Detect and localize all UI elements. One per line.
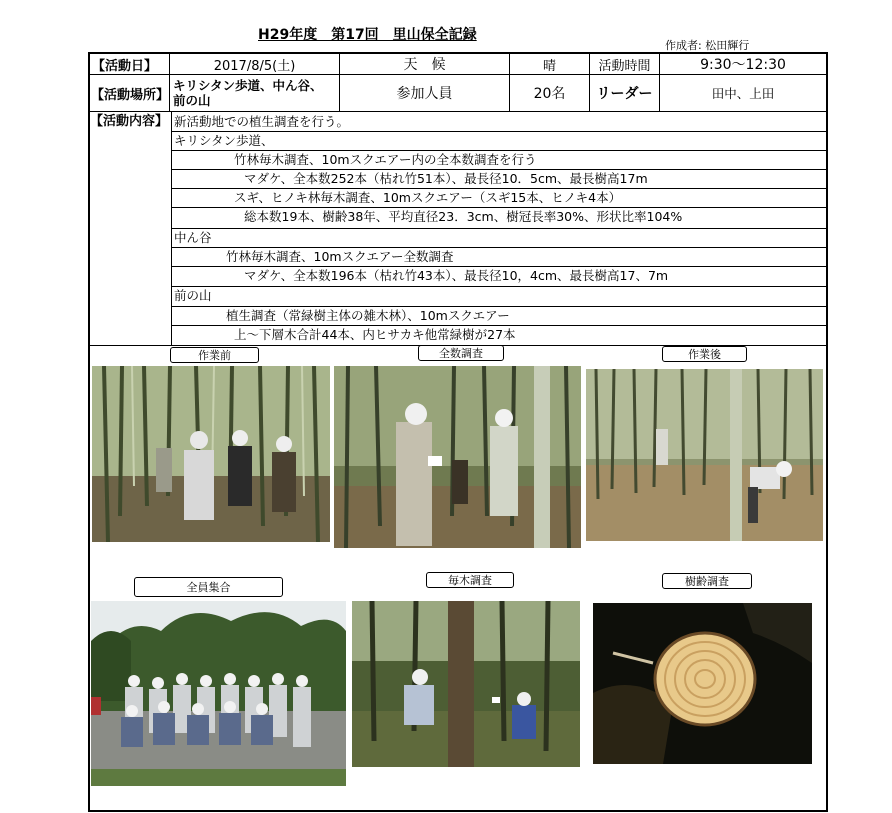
content-line: 中ん谷 bbox=[174, 230, 212, 245]
content-line: 新活動地での植生調査を行う。 bbox=[174, 114, 350, 129]
photo-after-work bbox=[586, 369, 823, 541]
page-title: H29年度 第17回 里山保全記録 bbox=[258, 27, 477, 43]
date-value: 2017/8/5(土) bbox=[170, 54, 340, 74]
weather-value: 晴 bbox=[510, 54, 590, 74]
date-label: 【活動日】 bbox=[90, 54, 170, 74]
place-value bbox=[170, 75, 340, 111]
content-line: キリシタン歩道、 bbox=[174, 133, 274, 148]
place-value-line-1: キリシタン歩道、中ん谷、 bbox=[173, 78, 323, 93]
photo-caption-tree-survey: 毎木調査 bbox=[426, 572, 514, 588]
photo-caption-full-count: 全数調査 bbox=[418, 345, 504, 361]
content-line: 上～下層木合計44本、内ヒサカキ他常緑樹が27本 bbox=[234, 327, 516, 342]
place-label: 【活動場所】 bbox=[90, 75, 170, 111]
photo-tree-age bbox=[593, 603, 812, 764]
content-line: スギ、ヒノキ林毎木調査、10mスクエアー（スギ15本、ヒノキ4本） bbox=[234, 190, 622, 205]
photo-tree-survey bbox=[352, 601, 580, 767]
content-line: 前の山 bbox=[174, 288, 212, 303]
leader-value: 田中、上田 bbox=[711, 86, 775, 101]
divider bbox=[90, 111, 826, 112]
content-line: マダケ、全本数252本（枯れ竹51本）、最長径10．5cm、最長樹高17m bbox=[244, 171, 648, 186]
photo-group bbox=[91, 601, 346, 786]
participants-label: 参加人員 bbox=[340, 75, 510, 111]
row-activity-place bbox=[90, 75, 826, 111]
content-line: 竹林毎木調査、10mスクエアー内の全本数調査を行う bbox=[234, 152, 537, 167]
time-value: 9:30～12:30 bbox=[700, 57, 786, 73]
weather-label: 天 候 bbox=[340, 54, 510, 74]
content-label: 【活動内容】 bbox=[90, 114, 169, 129]
photo-before-work bbox=[92, 366, 330, 542]
leader-label: リーダー bbox=[590, 75, 660, 111]
content-line: 植生調査（常緑樹主体の雑木林）、10mスクエアー bbox=[226, 308, 510, 323]
author-label: 作成者: 松田輝行 bbox=[665, 39, 750, 52]
divider bbox=[171, 228, 826, 229]
photo-caption-after-work: 作業後 bbox=[662, 346, 747, 362]
content-line: マダケ、全本数196本（枯れ竹43本）、最長径10，4cm、最長樹高17、7m bbox=[244, 268, 669, 283]
content-line: 総本数19本、樹齢38年、平均直径23．3cm、樹冠長率30%、形状比率104% bbox=[244, 209, 683, 224]
content-line: 竹林毎木調査、10mスクエアー全数調査 bbox=[226, 249, 454, 264]
divider bbox=[171, 286, 826, 287]
photo-caption-before-work: 作業前 bbox=[170, 347, 259, 363]
photo-caption-group: 全員集合 bbox=[134, 577, 283, 597]
place-value-line-2: 前の山 bbox=[173, 93, 211, 108]
row-activity-date bbox=[90, 54, 826, 74]
photo-full-count bbox=[334, 366, 581, 548]
photo-caption-tree-age: 樹齢調査 bbox=[662, 573, 752, 589]
time-label: 活動時間 bbox=[590, 54, 660, 74]
participants-value: 20名 bbox=[510, 75, 590, 111]
